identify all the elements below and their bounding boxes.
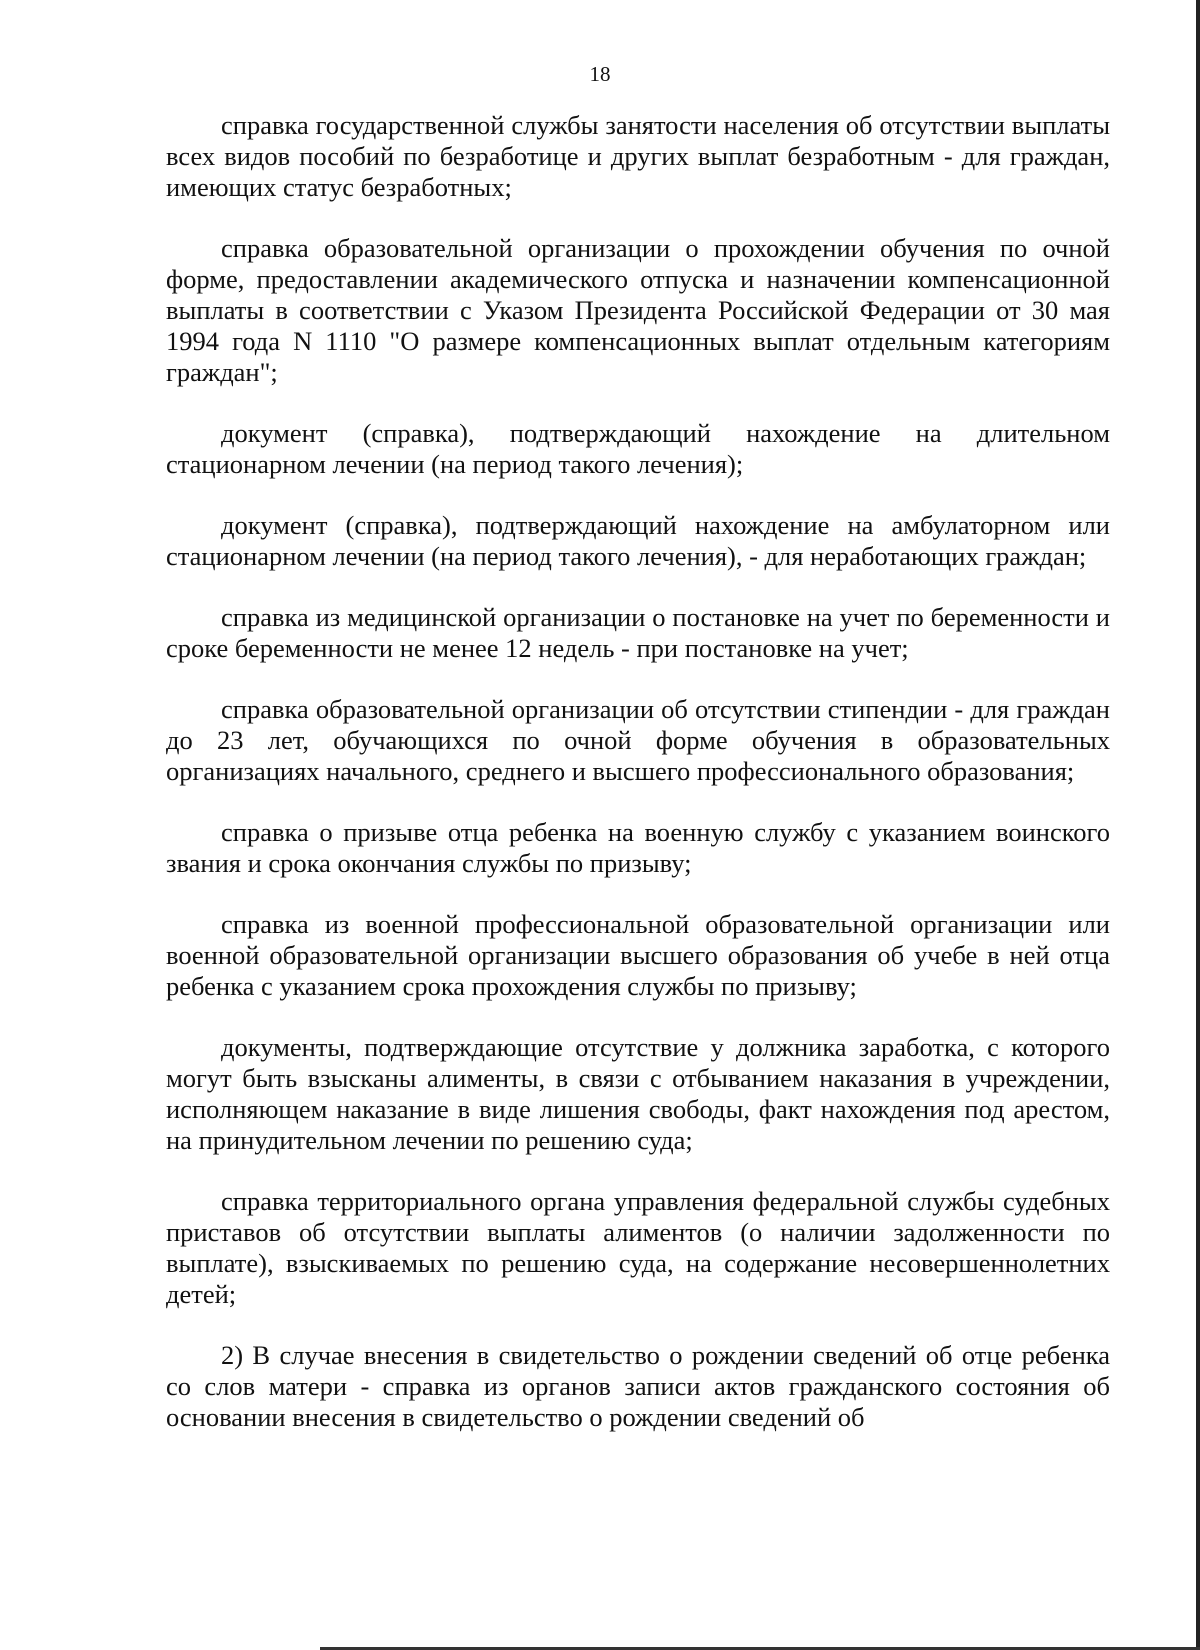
- paragraph-military-conscription-certificate: справка о призыве отца ребенка на военную службу с указанием воинского звания и срока окончания службы по призыву;: [166, 817, 1110, 878]
- document-body: [166, 110, 1110, 1433]
- paragraph-bailiff-alimony-certificate: справка территориального органа управления федеральной службы судебных приставов об отсутствии выплаты алиментов (о наличии задолженности по выплате), взыскиваемых по решению суда, на содержание несовершеннолетних детей;: [166, 1186, 1110, 1309]
- paragraph-education-compensation-certificate: справка образовательной организации о прохождении обучения по очной форме, предоставлении академического отпуска и назначении компенсационной выплаты в соответствии с Указом Президента Российской Федерации от 30 мая 1994 года N 1110 "О размере компенсационных выплат отдельным категориям граждан";: [166, 233, 1110, 387]
- paragraph-inpatient-treatment-document: документ (справка), подтверждающий нахождение на длительном стационарном лечении (на период такого лечения);: [166, 418, 1110, 479]
- page-number: 18: [589, 62, 611, 86]
- paragraph-debtor-no-income-documents: документы, подтверждающие отсутствие у должника заработка, с которого могут быть взысканы алименты, в связи с отбыванием наказания в учреждении, исполняющем наказание в виде лишения свободы, факт нахождения под арестом, на принудительном лечении по решению суда;: [166, 1032, 1110, 1155]
- paragraph-no-scholarship-certificate: справка образовательной организации об отсутствии стипендии - для граждан до 23 лет, обучающихся по очной форме обучения в образовательных организациях начального, среднего и высшего профессионального образования;: [166, 694, 1110, 786]
- paragraph-birth-certificate-father-info: 2) В случае внесения в свидетельство о рождении сведений об отце ребенка со слов матери - справка из органов записи актов гражданского состояния об основании внесения в свидетельство о рождении сведений об: [166, 1340, 1110, 1432]
- paragraph-outpatient-treatment-document: документ (справка), подтверждающий нахождение на амбулаторном или стационарном лечении (на период такого лечения), - для неработающих граждан;: [166, 510, 1110, 571]
- paragraph-pregnancy-registration-certificate: справка из медицинской организации о постановке на учет по беременности и сроке беременности не менее 12 недель - при постановке на учет;: [166, 602, 1110, 663]
- paragraph-unemployment-certificate: справка государственной службы занятости населения об отсутствии выплаты всех видов пособий по безработице и других выплат безработным - для граждан, имеющих статус безработных;: [166, 110, 1110, 202]
- scan-border-right: [1196, 0, 1200, 1650]
- paragraph-military-education-certificate: справка из военной профессиональной образовательной организации или военной образовательной организации высшего образования об учебе в ней отца ребенка с указанием срока прохождения службы по призыву;: [166, 909, 1110, 1001]
